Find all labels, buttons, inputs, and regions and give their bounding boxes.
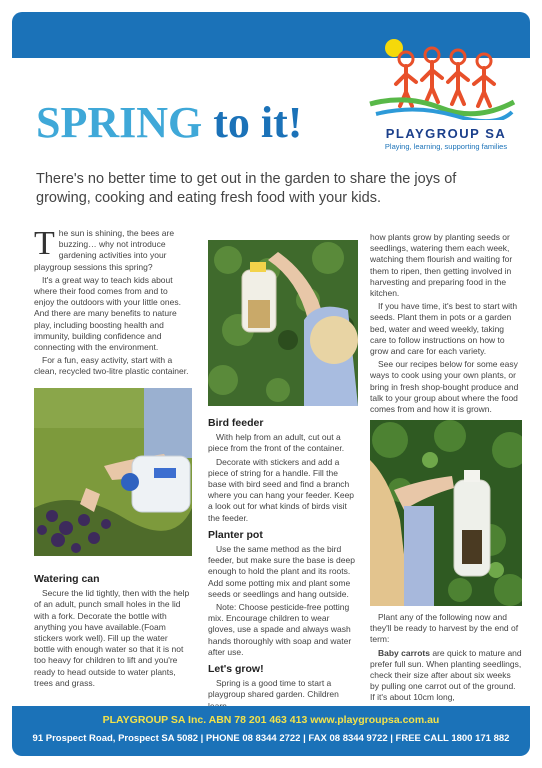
column-2 [208,412,358,714]
drop-cap: T [34,225,55,262]
bird-feeder-heading: Bird feeder [208,417,264,429]
lead-text: he sun is shining, the bees are buzzing… why not introduce gardening activities into your playgroup sessions this spring? [34,228,175,272]
carrots-text: are quick to mature and prefer full sun. When planting seedlings, check their size after about six weeks by pulling one carrot out of the ground. If it's about 10cm long, [370,647,522,703]
growing-paragraph: how plants grow by planting seeds or seedlings, watering them each week, watching them flourish and waiting for them to ripen, then getting involved in harvesting and preparing food in the kitchen. [370,232,513,299]
footer-bar [12,706,530,756]
harvest-paragraph: Plant any of the following now and they'll be ready to harvest by the end of term: [370,612,519,645]
lead-paragraph [34,225,190,273]
logo-figures-graphic [366,34,516,120]
seeds-paragraph: If you have time, it's best to start with seeds. Plant them in pots or a garden bed, water and weed weekly, taking care to follow instructions on how to grow and care for each variety. [370,301,518,357]
lets-grow-heading: Let's grow! [208,663,264,676]
bird-feeder-text-2: Decorate with stickers and add a piece of string for a handle. Fill the base with bird seed and find a branch where you can hang your feeder. Keep a look out for what kinds of birds visit the feeder. [208,456,355,523]
playgroup-sa-logo [360,34,528,156]
column-3-top [370,232,522,417]
column-3-bottom [370,612,522,706]
recipes-paragraph: See our recipes below for some easy ways to cook using your own plants, or bring in fresh shop-bought produce and talk to your group about where the food comes from and how it is grown. [370,359,519,415]
title-spring: SPRING [36,98,203,147]
page-title [36,98,302,148]
newsletter-page [12,12,530,756]
carrots-label: Baby carrots [378,647,430,658]
watering-can-photo [34,388,192,556]
watering-can-heading: Watering can [34,573,100,585]
title-to-it: to it! [213,98,303,147]
watering-can-section [34,568,190,691]
carrots-paragraph [370,648,522,704]
logo-name: PLAYGROUP SA [385,126,507,141]
footer-org-line: PLAYGROUP SA Inc. ABN 78 201 463 413 www.playgroupsa.com.au [102,714,440,726]
planter-pot-text-1: Use the same method as the bird feeder, but make sure the base is deep enough to hold the plant and its roots. Add some potting mix and plant some seeds or seedlings and hang outside. [208,544,355,599]
bird-feeder-text-1: With help from an adult, cut out a piece from the front of the container. [208,432,345,454]
footer-contact-line: 91 Prospect Road, Prospect SA 5082 | PHONE 08 8344 2722 | FAX 08 8344 9722 | FREE CALL 1800 171 882 [32,733,510,744]
planter-pot-photo-graphic [370,420,522,606]
watering-can-photo-graphic [34,388,192,556]
watering-can-text: Secure the lid tightly, then with the help of an adult, punch small holes in the lid with a fork. Decorate the bottle with anything you have available.(Foam stickers work well). Fill up the water bottle with enough water so that it is not too heavy for children to lift and you're ready to head outside to water plants, trees and grass. [34,588,190,688]
planter-pot-photo [370,420,522,606]
bird-feeder-photo-graphic [208,240,358,406]
logo-tagline: Playing, learning, supporting families [384,142,508,151]
bird-feeder-photo [208,240,358,406]
benefits-paragraph: It's a great way to teach kids about where their food comes from and to enjoy the outdoors with your little ones. And there are many benefits to nature play, including boosting health and immunity, building confidence and connecting with the environment. [34,274,181,353]
planter-pot-heading: Planter pot [208,528,263,541]
activity-paragraph: For a fun, easy activity, start with a clean, recycled two-litre plastic container. [34,355,189,377]
intro-paragraph: There's no better time to get out in the garden to share the joys of growing, cooking and eating fresh food with your kids. [36,171,457,206]
column-1-intro [34,225,190,380]
planter-pot-text-2: Note: Choose pesticide-free potting mix. Encourage children to wear gloves, use a spade and always wash hands thoroughly with soap and water after use. [208,602,352,657]
lets-grow-text: Spring is a good time to start a playgroup shared garden. Children [208,678,339,700]
